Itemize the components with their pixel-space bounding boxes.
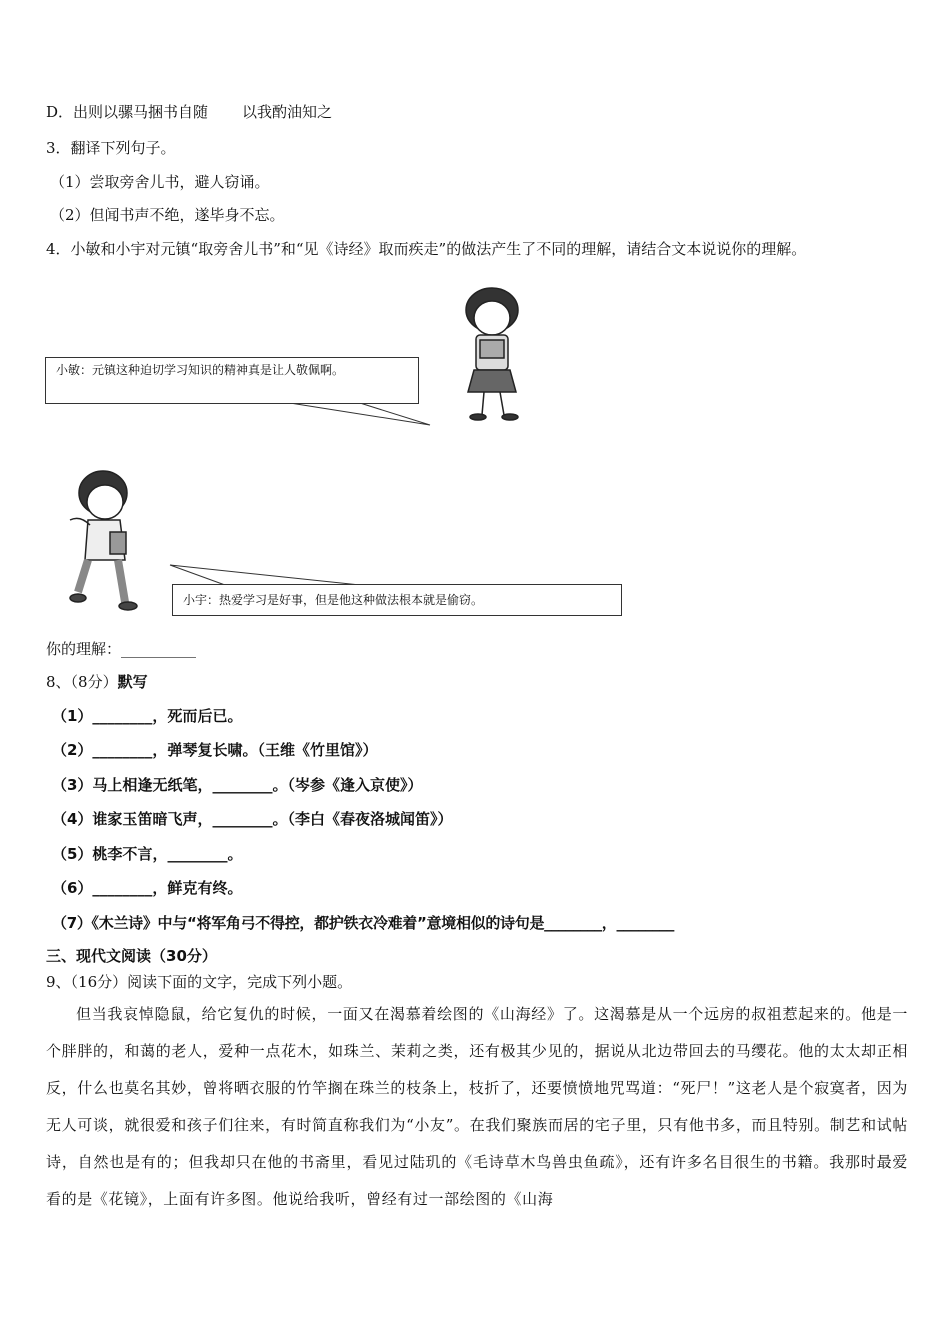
q8-item-1: （1）________，死而后已。 (52, 707, 243, 725)
q3-sentence-1: （1）尝取旁舍儿书，避人窃诵。 (50, 173, 270, 191)
q8-heading: 默写 (117, 673, 148, 691)
q9-title: 9、（16分）阅读下面的文字，完成下列小题。 (46, 973, 353, 991)
illustration-svg (0, 280, 950, 630)
boy-illustration (70, 471, 137, 610)
q4-title: 4．小敏和小宇对元镇“取旁舍儿书”和“见《诗经》取而疾走”的做法产生了不同的理解，请结合文本说说你的理解。 (46, 240, 807, 258)
q8-item-3: （3）马上相逢无纸笔，________。（岑参《逢入京使》） (52, 776, 423, 794)
bubble-tail-yu (170, 565, 360, 585)
q8-score: 8、（8分） (46, 673, 118, 691)
option-d (46, 102, 332, 122)
q9-passage: 但当我哀悼隐鼠，给它复仇的时候，一面又在渴慕着绘图的《山海经》了。这渴慕是从一个远房的叔祖惹起来的。他是一个胖胖的，和蔼的老人，爱种一点花木，如珠兰、茉莉之类，还有极其少见的，据说从北边带回去的马缨花。他的太太却正相反，什么也莫名其妙，曾将晒衣服的竹竿搁在珠兰的枝条上，枝折了，还要愤愤地咒骂道：“死尸！”这老人是个寂寞者，因为无人可谈，就很爱和孩子们往来，有时简直称我们为“小友”。在我们聚族而居的宅子里，只有他书多，而且特别。制艺和试帖诗，自然也是有的；但我却只在他的书斋里，看见过陆玑的《毛诗草木鸟兽虫鱼疏》，还有许多名目很生的书籍。我那时最爱看的是《花镜》，上面有许多图。他说给我听，曾经有过一部绘图的《山海 (46, 1005, 908, 1208)
q3-sentence-2: （2）但闻书声不绝，遂毕身不忘。 (50, 206, 285, 224)
q8-title (46, 672, 148, 692)
option-d-left: D．出则以骡马捆书自随 (46, 103, 209, 121)
your-understanding-field[interactable]: 你的理解：__________ (46, 640, 197, 658)
q3-title: 3．翻译下列句子。 (46, 139, 176, 157)
bubble-tail-min (290, 403, 430, 425)
speech-bubble-xiaoyu: 小宇：热爱学习是好事，但是他这种做法根本就是偷窃。 (172, 584, 622, 616)
section-3-heading: 三、现代文阅读（30分） (46, 947, 217, 965)
q8-item-4: （4）谁家玉笛暗飞声，________。（李白《春夜洛城闻笛》） (52, 810, 453, 828)
girl-illustration (466, 288, 518, 420)
speech-bubble-xiaomin: 小敏：元镇这种迫切学习知识的精神真是让人敬佩啊。 (45, 357, 419, 404)
q8-item-6: （6）________，鲜克有终。 (52, 879, 243, 897)
q8-item-7: （7）《木兰诗》中与“将军角弓不得控，都护铁衣冷难着”意境相似的诗句是________，________ (52, 914, 675, 932)
q8-item-2: （2）________，弹琴复长啸。（王维《竹里馆》） (52, 741, 378, 759)
option-d-right: 以我酌油知之 (242, 103, 333, 121)
q8-item-5: （5）桃李不言，________。 (52, 845, 243, 863)
